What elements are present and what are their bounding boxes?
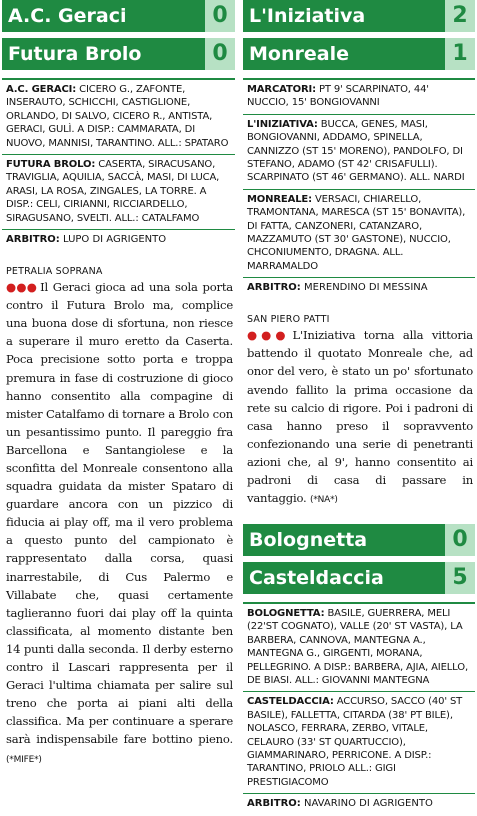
referee-line — [243, 793, 475, 816]
referee-label: ARBITRO: — [247, 282, 301, 294]
team-name: Bolognetta — [249, 529, 368, 551]
report-text: L'Iniziativa torna alla vittoria battendo il quotato Monreale che, ad onor del vero, è stato un po' sfortunato avendo fallito la prima occasione da rete su calcio di rigore. Poi i padroni di casa hanno preso il sopravvento confezionando una serie di penetranti azioni che, al 9', hanno consentito ai padroni di casa di passare in vantaggio. — [247, 328, 473, 506]
author-signature: (*MIFE*) — [6, 754, 42, 765]
lineup-label: A.C. GERACI: — [6, 84, 77, 95]
team-score: 5 — [445, 562, 475, 594]
team-bar-away — [243, 562, 475, 594]
team-score: 0 — [445, 524, 475, 556]
team-bar-home — [2, 0, 235, 32]
lineup-away — [2, 154, 235, 229]
bullet-dots-icon: ●●● — [247, 328, 290, 343]
team-name: A.C. Geraci — [8, 5, 127, 27]
dateline-place: SAN PIERO PATTI — [247, 314, 330, 326]
report-text: Il Geraci gioca ad una sola porta contro il Futura Brolo ma, complice una buona dose di sfortuna, non riesce a superare il muro eretto da Caserta. Poca precisione sotto porta e troppa premura in fase di costruzione di gioco hanno consentito alla compagine di mister Catalfamo di tornare a Brolo con un pesantissimo punto. Il pareggio fra Barcellona e Santangiolese e la sconfitta del Monreale consentono alla squadra guidata da mister Spataro di guardare ancora con un pizzico di fiducia ai play off, ma il vero problema a questo punto del campionato è rappresentato dalla corsa, quasi inarrestabile, di Cus Palermo e Villabate che, quasi certamente taglieranno fuori dai play off la quinta classificata, al momento distante ben 14 punti dalla seconda. Il derby esterno contro il Lascari rappresenta per il Geraci l'ultima chiamata per salire sul treno che porta ai piani alti della classifica. Ma per continuare a sperare sarà indispensabile fare bottino pieno. — [6, 280, 233, 747]
team-score: 1 — [445, 38, 475, 70]
team-bar-home — [243, 524, 475, 556]
referee-label: ARBITRO: — [6, 234, 60, 246]
team-name: L'Iniziativa — [249, 5, 366, 27]
lineup-away — [243, 189, 475, 277]
referee-line — [2, 229, 235, 252]
lineup-label: MONREALE: — [247, 193, 312, 205]
lineup-text: BUCCA, GENES, MASI, BONGIOVANNI, ADDAMO, SPINELLA, CANNIZZO (ST 15' MORENO), PANDOLFO, DI STEFANO, ADAMO (ST 42' CRISAFULLI). SCARPINATO (ST 46' GERMANO). ALL. NARDI — [247, 118, 465, 184]
match-report — [243, 326, 475, 509]
team-bar-away — [2, 38, 235, 70]
bullet-dots-icon: ●●● — [6, 280, 38, 295]
team-score: 2 — [445, 0, 475, 32]
referee-line — [243, 277, 475, 300]
dateline-place: PETRALIA SOPRANA — [6, 266, 103, 278]
referee-name: NAVARINO DI AGRIGENTO — [300, 798, 433, 810]
team-bar-away — [243, 38, 475, 70]
left-column — [2, 0, 235, 769]
lineup-home — [243, 602, 475, 691]
lineup-label: BOLOGNETTA: — [247, 608, 325, 619]
lineup-away — [243, 691, 475, 793]
scorers-label: MARCATORI: — [247, 84, 316, 95]
lineup-text: VERSACI, CHIARELLO, TRAMONTANA, MARESCA (ST 15' BONAVITA), DI FATTA, CANZONERI, CATANZARO, MAZZAMUTO (ST 30' GASTONE), NUCCIO, CHCONIUMENTO, DRAGNA. ALL. MARRAMALDO — [247, 193, 466, 272]
match-report — [2, 278, 235, 769]
referee-name: MERENDINO DI MESSINA — [300, 282, 428, 294]
team-name: Futura Brolo — [8, 43, 142, 65]
lineup-text: CASERTA, SIRACUSANO, TRAVIGLIA, AQUILIA, SACCÀ, MASI, DI LUCA, ARASI, LA ROSA, ZINGALES, LA TORRE. A DISP.: CELI, CIRIANNI, RICCIARDELLO, SIRAGUSANO, SVELTI. ALL.: CATALFAMO — [6, 159, 220, 224]
team-score: 0 — [205, 38, 235, 70]
right-column — [243, 0, 475, 810]
lineup-label: FUTURA BROLO: — [6, 159, 96, 171]
team-name: Monreale — [249, 43, 349, 65]
lineup-text: CICERO G., ZAFONTE, INSERAUTO, SCHICCHI, CASTIGLIONE, ORLANDO, DI SALVO, CICERO R., ANTISTA, GERACI, GULÌ. A DISP.: CAMMARATA, DI NUOVO, MANNISI, TARANTINO. ALL.: SPATARO — [6, 84, 229, 149]
team-bar-home — [243, 0, 475, 32]
lineup-label: CASTELDACCIA: — [247, 696, 334, 708]
team-score: 0 — [205, 0, 235, 32]
lineup-label: L'INIZIATIVA: — [247, 118, 318, 130]
author-signature: (*NA*) — [310, 495, 338, 506]
team-name: Casteldaccia — [249, 567, 384, 589]
referee-label: ARBITRO: — [247, 798, 301, 810]
lineup-text: BASILE, GUERRERA, MELI (22'ST COGNATO), VALLE (20' ST VASTA), LA BARBERA, CANNOVA, MANTEGNA A., MANTEGNA G., GIRGENTI, MORANA, PELLEGRINO. A DISP.: BARBERA, AJIA, AIELLO, DE BIASI. ALL.: GIOVANNI MANTEGNA — [247, 608, 468, 687]
referee-name: LUPO DI AGRIGENTO — [59, 234, 167, 246]
scorers — [243, 78, 475, 114]
lineup-home — [2, 78, 235, 154]
second-match-block — [243, 524, 475, 816]
scorers-text: PT 9' SCARPINATO, 44' NUCCIO, 15' BONGIOVANNI — [247, 84, 429, 109]
lineup-home — [243, 114, 475, 189]
lineup-text: ACCURSO, SACCO (40' ST BASILE), FALLETTA, CITARDA (38' PT BILE), NOLASCO, FERRARA, ZERBO, VITALE, CELAURO (33' ST QUARTUCCIO), GIAMMARINARO, PERRICONE. A DISP.: TARANTINO, PRIOLO ALL.: GIGI PRESTIGIACOMO — [247, 696, 463, 788]
